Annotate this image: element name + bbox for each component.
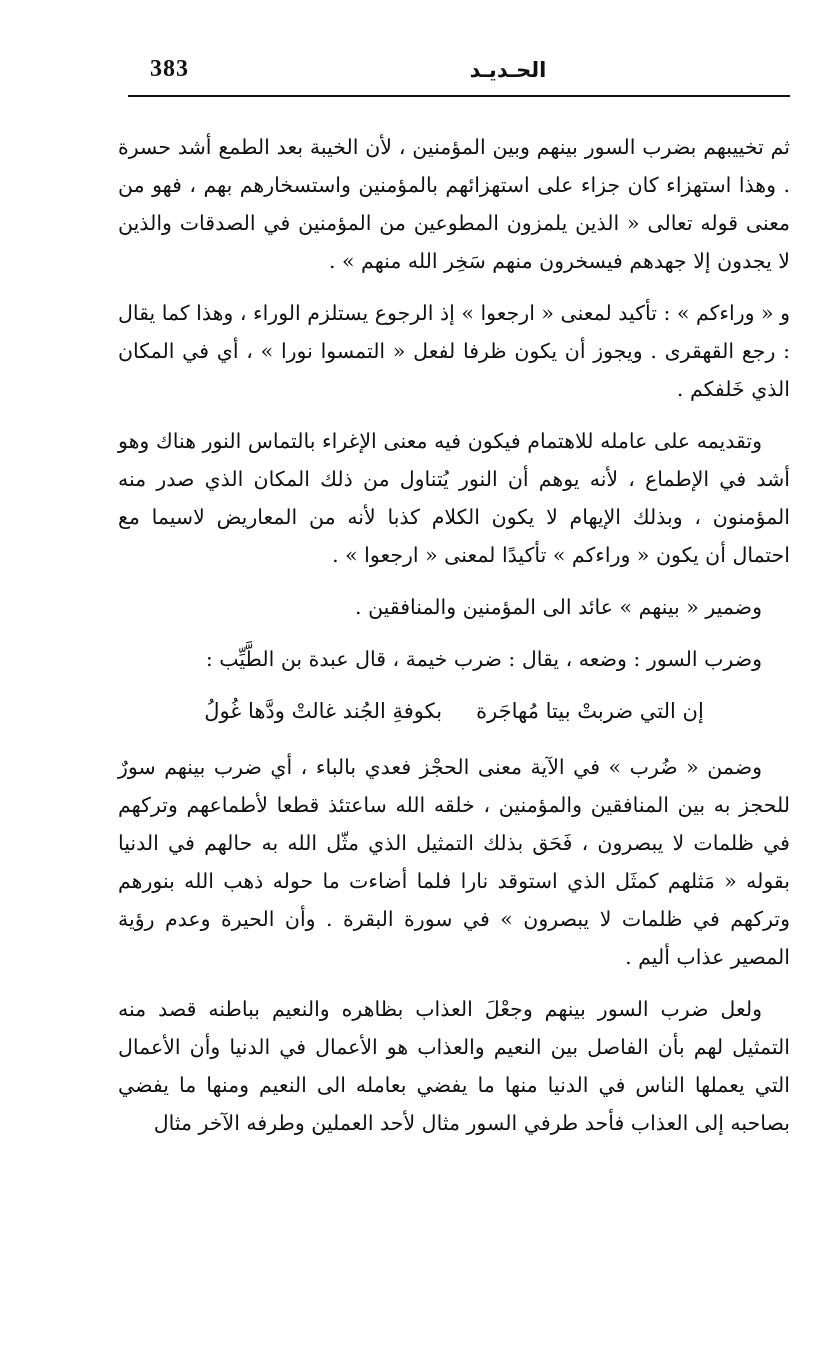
paragraph-7: ولعل ضرب السور بينهم وجعْلَ العذاب بظاهره والنعيم بباطنه قصد منه التمثيل لهم بأن الفاصل بين النعيم والعذاب هو الأعمال في الدنيا وأن الأعمال التي يعملها الناس في الدنيا منها ما يفضي بعامله الى النعيم ومنها ما يفضي بصاحبه إلى العذاب فأحد طرفي السور مثال لأحد العملين وطرفه الآخر مثال — [118, 997, 790, 1135]
page-header — [128, 52, 790, 92]
paragraph-3: وتقديمه على عامله للاهتمام فيكون فيه معنى الإغراء بالتماس النور هناك وهو أشد في الإطماع ، لأنه يوهم أن النور يُتناول من ذلك المكان الذي صدر منه المؤمنون ، وبذلك الإيهام لا يكون الكلام كذبا لأنه من المعاريض لاسيما مع احتمال أن يكون « وراءكم » تأكيدًا لمعنى « ارجعوا » . — [118, 429, 790, 567]
verse-first-hemistich: إن التي ضربتْ بيتا مُهاجَرة — [476, 699, 704, 723]
paragraph-6: وضمن « ضُرب » في الآية معنى الحجْز فعدي بالباء ، أي ضرب بينهم سورٌ للحجز به بين المنافقين والمؤمنين ، خلقه الله ساعتئذ قطعا لأطماعهم وتركهم في ظلمات لا يبصرون ، فَحَق بذلك التمثيل الذي مثّل الله به حالهم في الدنيا بقوله « مَثلهم كمثَل الذي استوقد نارا فلما أضاءت ما حوله ذهب الله بنورهم وتركهم في ظلمات لا يبصرون » في سورة البقرة . وأن الحيرة وعدم رؤية المصير عذاب أليم . — [118, 755, 790, 969]
paragraph-5: وضرب السور : وضعه ، يقال : ضرب خيمة ، قال عبدة بن الطَّيِّب : — [205, 647, 762, 671]
header-divider — [128, 95, 790, 97]
paragraph-1: ثم تخييبهم بضرب السور بينهم وبين المؤمنين ، لأن الخيبة بعد الطمع أشد حسرة . وهذا استهزاء كان جزاء على استهزائهم بالمؤمنين واستسخارهم بهم ، فهو من معنى قوله تعالى « الذين يلمزون المطوعين من المؤمنين في الصدقات والذين لا يجدون إلا جهدهم فيسخرون منهم سَخِر الله منهم » . — [118, 135, 790, 273]
running-title: الحـديـد — [469, 58, 547, 82]
main-text — [118, 128, 790, 1156]
page-number: 383 — [150, 56, 189, 82]
poetry-verse — [118, 692, 790, 730]
paragraph-4: وضمير « بينهم » عائد الى المؤمنين والمنافقين . — [355, 595, 762, 619]
paragraph-2: و « وراءكم » : تأكيد لمعنى « ارجعوا » إذ الرجوع يستلزم الوراء ، وهذا كما يقال : رجع القهقرى . ويجوز أن يكون ظرفا لفعل « التمسوا نورا » ، أي في المكان الذي خَلفكم . — [118, 301, 790, 401]
verse-second-hemistich: بكوفةِ الجُند غالتْ ودَّها غُولُ — [204, 699, 443, 723]
